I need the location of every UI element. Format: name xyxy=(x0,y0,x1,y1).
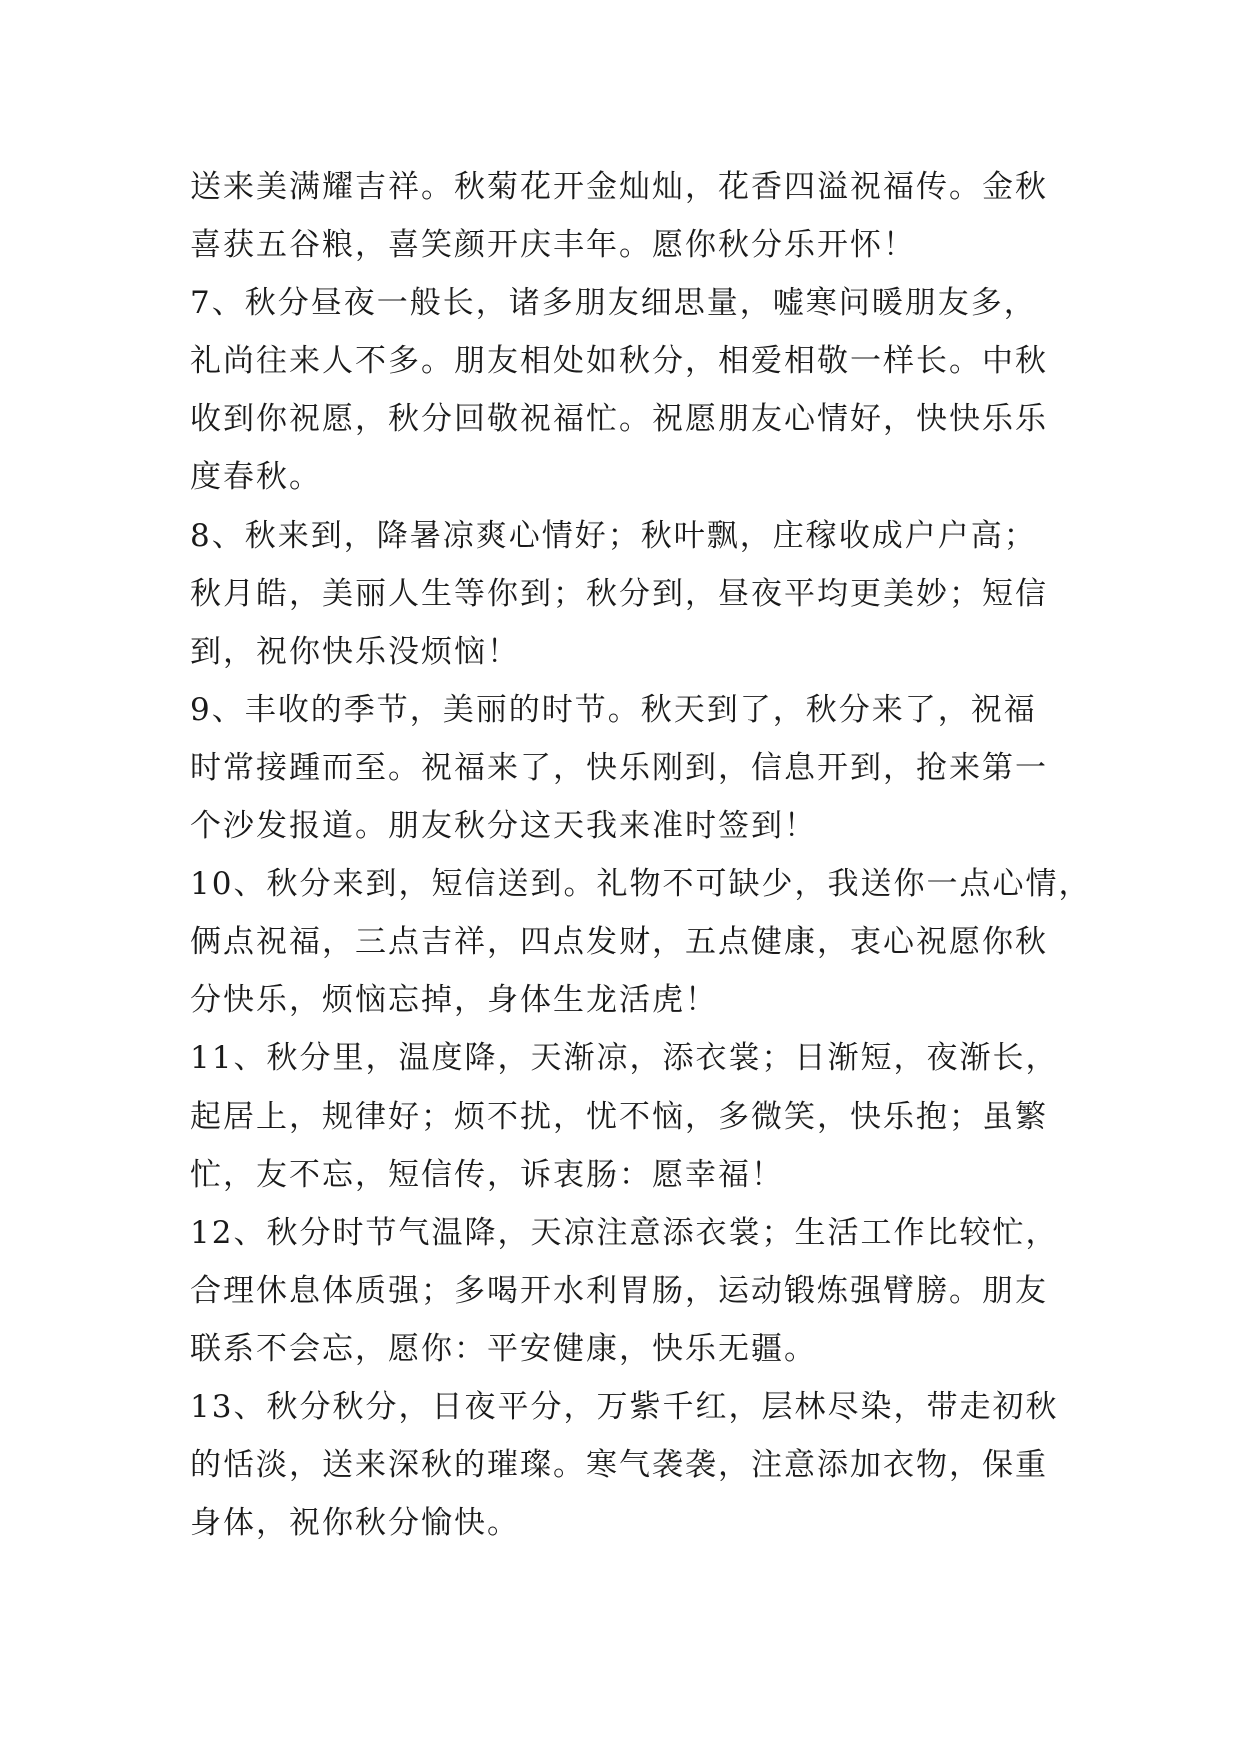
text-line: 12、秋分时节气温降，天凉注意添衣裳；生活工作比较忙， xyxy=(190,1214,1059,1251)
text-line: 喜获五谷粮，喜笑颜开庆丰年。愿你秋分乐开怀！ xyxy=(190,227,916,264)
text-line: 的恬淡，送来深秋的璀璨。寒气袭袭，注意添加衣物，保重 xyxy=(190,1447,1048,1484)
text-line: 10、秋分来到，短信送到。礼物不可缺少，我送你一点心情， xyxy=(190,866,1092,903)
text-line: 度春秋。 xyxy=(190,459,322,496)
document-body xyxy=(190,158,1092,1552)
text-line: 时常接踵而至。祝福来了，快乐刚到，信息开到，抢来第一 xyxy=(190,749,1048,786)
text-line: 到，祝你快乐没烦恼！ xyxy=(190,633,520,670)
text-line: 分快乐，烦恼忘掉，身体生龙活虎！ xyxy=(190,982,718,1019)
text-line: 8、秋来到，降暑凉爽心情好；秋叶飘，庄稼收成户户高； xyxy=(190,517,1037,554)
text-line: 收到你祝愿，秋分回敬祝福忙。祝愿朋友心情好，快快乐乐 xyxy=(190,401,1048,438)
text-line: 合理休息体质强；多喝开水利胃肠，运动锻炼强臂膀。朋友 xyxy=(190,1272,1048,1309)
text-line: 送来美满耀吉祥。秋菊花开金灿灿，花香四溢祝福传。金秋 xyxy=(190,169,1048,205)
text-line: 起居上，规律好；烦不扰，忧不恼，多微笑，快乐抱；虽繁 xyxy=(190,1098,1048,1135)
text-line: 7、秋分昼夜一般长，诸多朋友细思量，嘘寒问暖朋友多， xyxy=(190,285,1037,322)
text-line: 联系不会忘，愿你：平安健康，快乐无疆。 xyxy=(190,1330,817,1367)
text-line: 个沙发报道。朋友秋分这天我来准时签到！ xyxy=(190,808,817,845)
text-line: 身体，祝你秋分愉快。 xyxy=(190,1505,520,1542)
text-line: 秋月皓，美丽人生等你到；秋分到，昼夜平均更美妙；短信 xyxy=(190,575,1048,612)
text-line: 11、秋分里，温度降，天渐凉，添衣裳；日渐短，夜渐长， xyxy=(190,1040,1059,1077)
text-line: 13、秋分秋分，日夜平分，万紫千红，层林尽染，带走初秋 xyxy=(190,1388,1059,1425)
text-line: 礼尚往来人不多。朋友相处如秋分，相爱相敬一样长。中秋 xyxy=(190,343,1048,380)
text-line: 忙，友不忘，短信传，诉衷肠：愿幸福！ xyxy=(190,1156,784,1193)
text-line: 9、丰收的季节，美丽的时节。秋天到了，秋分来了，祝福 xyxy=(190,691,1037,728)
text-line: 俩点祝福，三点吉祥，四点发财，五点健康，衷心祝愿你秋 xyxy=(190,924,1048,961)
